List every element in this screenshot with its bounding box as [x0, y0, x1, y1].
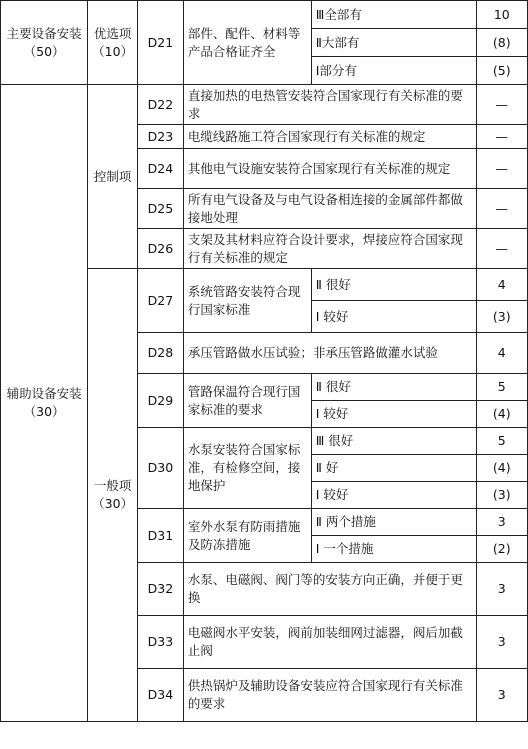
item-code: D34: [138, 669, 184, 722]
grade-label: Ⅱ 好: [311, 455, 476, 482]
item-code: D22: [138, 85, 184, 125]
item-code: D27: [138, 269, 184, 333]
item-content: 供热锅炉及辅助设备安装应符合国家现行有关标准的要求: [183, 669, 476, 722]
grade-score: (3): [476, 482, 527, 509]
item-score: —: [476, 149, 527, 189]
item-code: D29: [138, 374, 184, 428]
item-code: D21: [138, 1, 184, 85]
grade-score: 4: [476, 269, 527, 301]
item-score: —: [476, 189, 527, 229]
section-aux-equipment: 辅助设备安装（30）: [1, 85, 88, 722]
item-content: 水泵安装符合国家标准，有检修空间，接地保护: [183, 428, 311, 509]
item-content: 电缆线路施工符合国家现行有关标准的规定: [183, 125, 476, 149]
item-content: 支架及其材料应符合设计要求，焊接应符合国家现行有关标准的规定: [183, 229, 476, 269]
grade-label: Ⅱ 两个措施: [311, 509, 476, 536]
item-score: 4: [476, 333, 527, 374]
grade-score: (3): [476, 301, 527, 333]
grade-score: 5: [476, 374, 527, 401]
item-score: —: [476, 229, 527, 269]
item-code: D28: [138, 333, 184, 374]
item-code: D33: [138, 616, 184, 669]
grade-label: Ⅱ大部有: [311, 29, 476, 57]
grade-label: Ⅰ部分有: [311, 57, 476, 85]
grade-score: (2): [476, 536, 527, 563]
section-general-item: 一般项（30）: [88, 269, 138, 722]
item-code: D32: [138, 563, 184, 616]
item-content: 其他电气设施安装符合国家现行有关标准的规定: [183, 149, 476, 189]
grade-label: Ⅰ 一个措施: [311, 536, 476, 563]
section-control-item: 控制项: [88, 85, 138, 269]
item-code: D26: [138, 229, 184, 269]
item-content: 室外水泵有防雨措施及防冻措施: [183, 509, 311, 563]
grade-label: Ⅰ 较好: [311, 482, 476, 509]
grade-score: (4): [476, 401, 527, 428]
item-score: —: [476, 125, 527, 149]
item-score: 3: [476, 669, 527, 722]
section-optional-item: 优选项（10）: [88, 1, 138, 85]
grade-score: 5: [476, 428, 527, 455]
grade-label: Ⅲ全部有: [311, 1, 476, 29]
item-code: D30: [138, 428, 184, 509]
item-code: D23: [138, 125, 184, 149]
grade-label: Ⅰ 较好: [311, 301, 476, 333]
grade-label: Ⅰ 较好: [311, 401, 476, 428]
item-content: 直接加热的电热管安装符合国家现行有关标准的要求: [183, 85, 476, 125]
item-score: 3: [476, 616, 527, 669]
item-score: 3: [476, 563, 527, 616]
grade-score: (8): [476, 29, 527, 57]
item-code: D24: [138, 149, 184, 189]
item-content: 部件、配件、材料等产品合格证齐全: [183, 1, 311, 85]
item-content: 系统管路安装符合现行国家标准: [183, 269, 311, 333]
item-score: —: [476, 85, 527, 125]
item-content: 电磁阀水平安装，阀前加装细网过滤器，阀后加截止阀: [183, 616, 476, 669]
grade-score: (5): [476, 57, 527, 85]
grade-label: Ⅱ 很好: [311, 374, 476, 401]
item-content: 承压管路做水压试验；非承压管路做灌水试验: [183, 333, 476, 374]
grade-label: Ⅱ 很好: [311, 269, 476, 301]
table-row: [1, 1, 528, 29]
grade-score: 3: [476, 509, 527, 536]
item-content: 管路保温符合现行国家标准的要求: [183, 374, 311, 428]
grade-label: Ⅲ 很好: [311, 428, 476, 455]
grade-score: (4): [476, 455, 527, 482]
item-code: D25: [138, 189, 184, 229]
grade-score: 10: [476, 1, 527, 29]
item-content: 水泵、电磁阀、阀门等的安装方向正确，并便于更换: [183, 563, 476, 616]
table-row: [1, 85, 528, 125]
item-code: D31: [138, 509, 184, 563]
section-main-equipment: 主要设备安装（50）: [1, 1, 88, 85]
item-content: 所有电气设备及与电气设备相连接的金属部件都做接地处理: [183, 189, 476, 229]
